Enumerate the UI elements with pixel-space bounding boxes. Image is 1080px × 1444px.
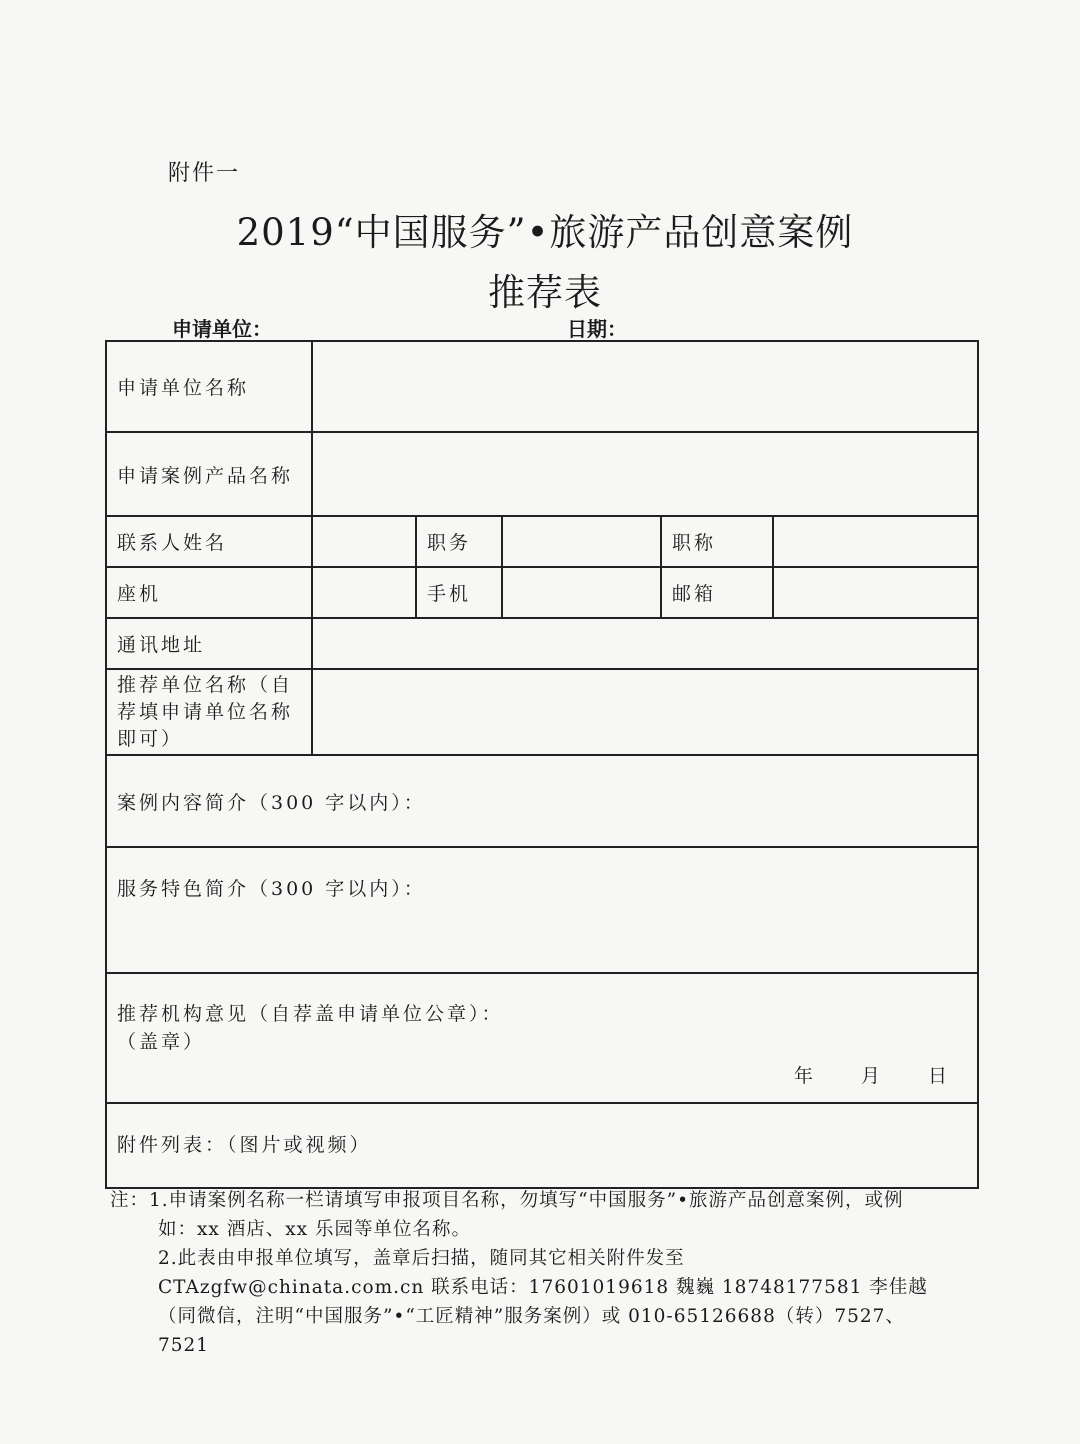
case-summary-label: 案例内容简介（300 字以内）： bbox=[117, 792, 426, 814]
email-cell[interactable] bbox=[773, 567, 978, 618]
unit-name-label: 申请单位名称 bbox=[106, 341, 312, 432]
unit-name-cell[interactable] bbox=[312, 341, 978, 432]
position-cell[interactable] bbox=[502, 516, 661, 567]
service-summary-label: 服务特色简介（300 字以内）： bbox=[117, 878, 426, 900]
service-summary-cell[interactable] bbox=[106, 847, 978, 973]
table-row bbox=[106, 973, 978, 1103]
opinion-cell[interactable] bbox=[106, 973, 978, 1103]
mobile-label: 手机 bbox=[416, 567, 502, 618]
stamp-label: （盖章） bbox=[117, 1031, 206, 1053]
contact-name-label: 联系人姓名 bbox=[106, 516, 312, 567]
table-row bbox=[106, 669, 978, 755]
document-title: 2019“中国服务”•旅游产品创意案例 bbox=[236, 211, 854, 254]
applicant-field bbox=[172, 313, 510, 342]
signature-date bbox=[752, 1062, 947, 1090]
recommender-label: 推荐单位名称（自荐填申请单位名称即可） bbox=[106, 669, 312, 755]
table-row bbox=[106, 755, 978, 847]
recommender-cell[interactable] bbox=[312, 669, 978, 755]
table-row bbox=[106, 567, 978, 618]
month-label: 月 bbox=[860, 1065, 880, 1087]
applicant-label: 申请单位： bbox=[172, 317, 272, 341]
attachment-label: 附件一 bbox=[168, 161, 241, 186]
table-row bbox=[106, 516, 978, 567]
attachments-cell[interactable] bbox=[106, 1103, 978, 1188]
landline-cell[interactable] bbox=[312, 567, 416, 618]
title-cell[interactable] bbox=[773, 516, 978, 567]
note-2-line-2: CTAzgfw@chinata.com.cn 联系电话：17601019618 魏巍 18748177581 李佳越（同微信，注明“中国服务”•“工匠精神”服务案例）或 010-65126688（转）7527、7521 bbox=[158, 1277, 928, 1356]
recommendation-form-table bbox=[105, 340, 979, 1189]
note-1: 注：1.申请案例名称一栏请填写申报项目名称，勿填写“中国服务”•旅游产品创意案例，或例如：xx 酒店、xx 乐园等单位名称。 bbox=[110, 1190, 904, 1240]
notes-section bbox=[110, 1186, 940, 1360]
address-label: 通讯地址 bbox=[106, 618, 312, 669]
contact-name-cell[interactable] bbox=[312, 516, 416, 567]
table-row bbox=[106, 341, 978, 432]
table-row bbox=[106, 847, 978, 973]
table-row bbox=[106, 618, 978, 669]
note-2-line-1: 2.此表由申报单位填写，盖章后扫描，随同其它相关附件发至 bbox=[158, 1248, 685, 1269]
opinion-label: 推荐机构意见（自荐盖申请单位公章）： bbox=[117, 1003, 504, 1025]
product-name-label: 申请案例产品名称 bbox=[106, 432, 312, 516]
table-row bbox=[106, 432, 978, 516]
table-row bbox=[106, 1103, 978, 1188]
year-label: 年 bbox=[793, 1065, 813, 1087]
document-subtitle: 推荐表 bbox=[488, 271, 602, 314]
case-summary-cell[interactable] bbox=[106, 755, 978, 847]
applicant-input-line[interactable] bbox=[272, 319, 510, 342]
email-label: 邮箱 bbox=[661, 567, 773, 618]
date-label: 日期： bbox=[567, 317, 627, 341]
day-label: 日 bbox=[928, 1065, 948, 1087]
landline-label: 座机 bbox=[106, 567, 312, 618]
title-label: 职称 bbox=[661, 516, 773, 567]
position-label: 职务 bbox=[416, 516, 502, 567]
product-name-cell[interactable] bbox=[312, 432, 978, 516]
address-cell[interactable] bbox=[312, 618, 978, 669]
date-field bbox=[567, 313, 922, 342]
date-input-line[interactable] bbox=[627, 319, 922, 342]
attachments-label: 附件列表：（图片或视频） bbox=[117, 1134, 372, 1156]
mobile-cell[interactable] bbox=[502, 567, 661, 618]
